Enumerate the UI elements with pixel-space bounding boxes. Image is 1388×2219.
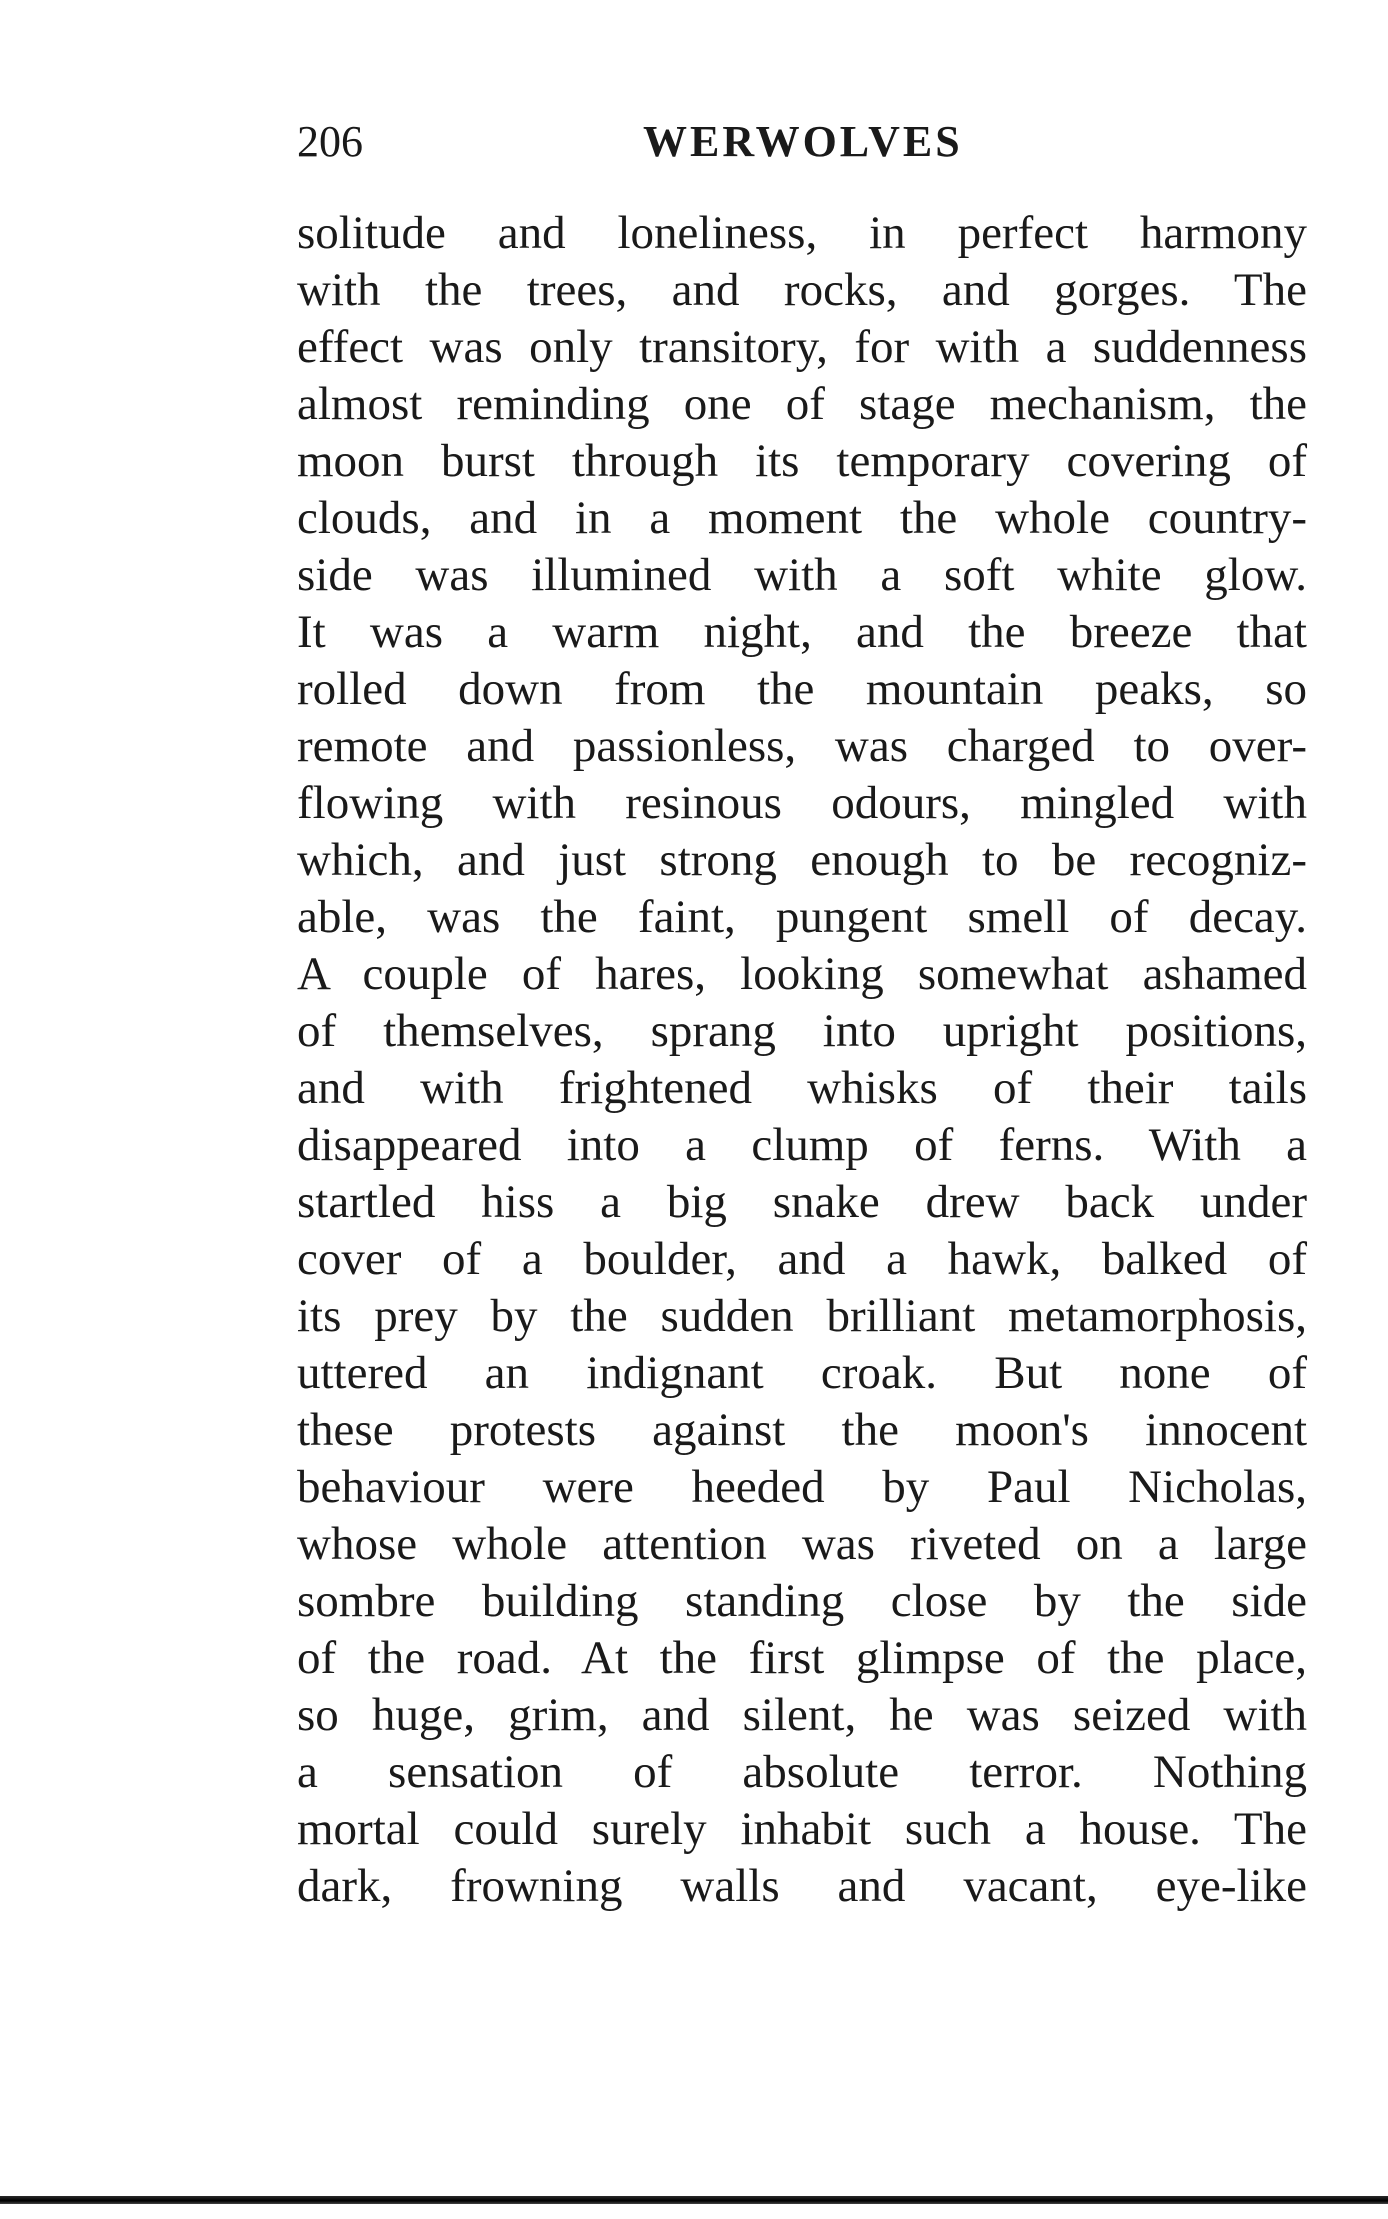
- text-line: with the trees, and rocks, and gorges. The: [297, 264, 1307, 316]
- running-head: [297, 112, 1307, 172]
- text-line: a sensation of absolute terror. Nothing: [297, 1746, 1307, 1798]
- text-line: startled hiss a big snake drew back under: [297, 1176, 1307, 1228]
- text-line: behaviour were heeded by Paul Nicholas,: [297, 1461, 1307, 1513]
- text-line: effect was only transitory, for with a suddenness: [297, 321, 1307, 373]
- page-number: 206: [297, 117, 363, 166]
- text-line: whose whole attention was riveted on a large: [297, 1518, 1307, 1570]
- text-line: solitude and loneliness, in perfect harmony: [297, 207, 1307, 259]
- text-line: and with frightened whisks of their tails: [297, 1062, 1307, 1114]
- body-text: [297, 205, 1307, 1915]
- running-title: WERWOLVES: [643, 117, 963, 166]
- text-line: able, was the faint, pungent smell of decay.: [297, 891, 1307, 943]
- bottom-edge-rule: [0, 2196, 1388, 2204]
- text-line: dark, frowning walls and vacant, eye-like: [297, 1860, 1307, 1912]
- text-line: remote and passionless, was charged to over-: [297, 720, 1307, 772]
- text-line: side was illumined with a soft white glow.: [297, 549, 1307, 601]
- text-line: A couple of hares, looking somewhat ashamed: [297, 948, 1307, 1000]
- text-line: its prey by the sudden brilliant metamorphosis,: [297, 1290, 1307, 1342]
- text-line: almost reminding one of stage mechanism, the: [297, 378, 1307, 430]
- text-line: disappeared into a clump of ferns. With a: [297, 1119, 1307, 1171]
- bottom-margin: [0, 2204, 1388, 2219]
- text-line: of themselves, sprang into upright positions,: [297, 1005, 1307, 1057]
- text-line: these protests against the moon's innocent: [297, 1404, 1307, 1456]
- text-line: mortal could surely inhabit such a house. The: [297, 1803, 1307, 1855]
- text-line: which, and just strong enough to be recogniz-: [297, 834, 1307, 886]
- text-line: It was a warm night, and the breeze that: [297, 606, 1307, 658]
- text-line: so huge, grim, and silent, he was seized with: [297, 1689, 1307, 1741]
- text-line: of the road. At the first glimpse of the place,: [297, 1632, 1307, 1684]
- text-line: cover of a boulder, and a hawk, balked of: [297, 1233, 1307, 1285]
- text-line: rolled down from the mountain peaks, so: [297, 663, 1307, 715]
- text-line: uttered an indignant croak. But none of: [297, 1347, 1307, 1399]
- text-line: moon burst through its temporary covering of: [297, 435, 1307, 487]
- text-line: sombre building standing close by the side: [297, 1575, 1307, 1627]
- text-line: flowing with resinous odours, mingled with: [297, 777, 1307, 829]
- text-line: clouds, and in a moment the whole country-: [297, 492, 1307, 544]
